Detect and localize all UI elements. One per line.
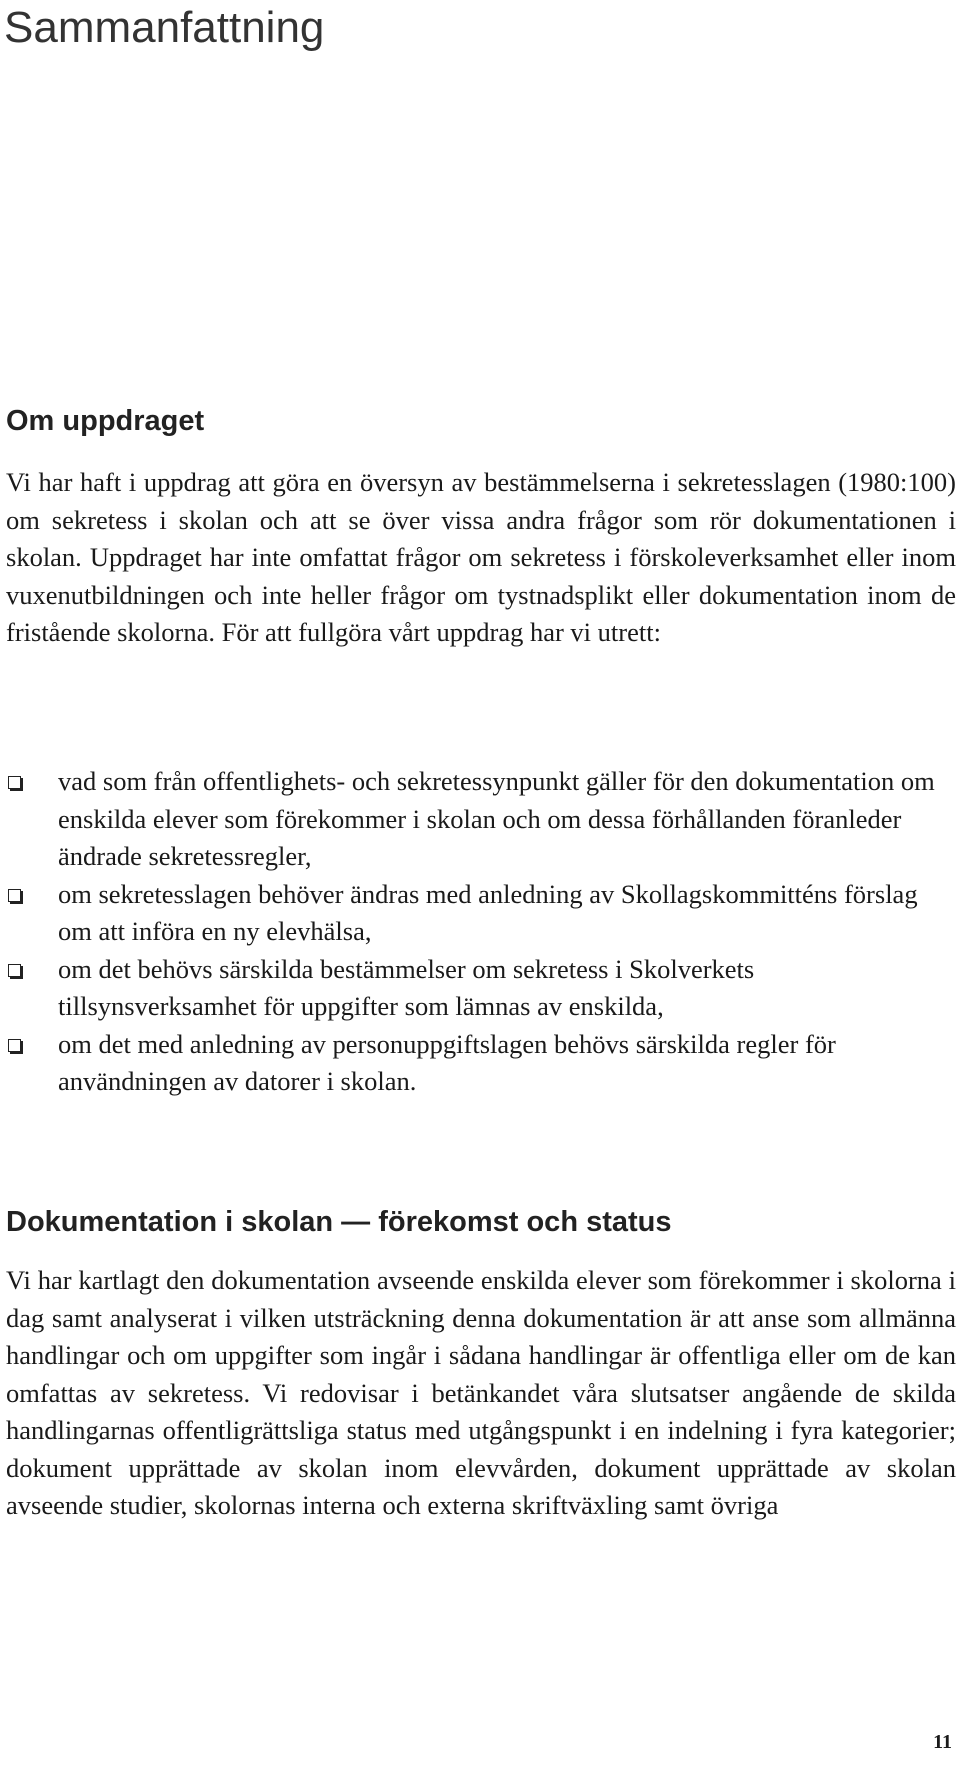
checkbox-square-icon [8,964,21,977]
page-number: 11 [933,1731,952,1753]
list-item [6,876,956,951]
list-item-text: om sekretesslagen behöver ändras med anledning av Skollagskommitténs förslag om att införa en ny elevhälsa, [58,878,918,946]
list-item [6,951,956,1026]
checkbox-square-icon [8,1039,21,1052]
list-item [6,763,956,876]
list-item-text: om det behövs särskilda bestämmelser om sekretess i Skolverkets tillsynsverksamhet för uppgifter som lämnas av enskilda, [58,953,755,1021]
checkbox-square-icon [8,889,21,902]
paragraph-om-uppdraget: Vi har haft i uppdrag att göra en översyn av bestämmelserna i sekretesslagen (1980:100) om sekretess i skolan och att se över vissa andra frågor som rör dokumentationen i skolan. Uppdraget har inte omfattat frågor om sekretess i förskoleverksamhet eller inom vuxenutbildningen och inte heller frågor om tystnadsplikt eller dokumentation inom de fristående skolorna. För att fullgöra vårt uppdrag har vi utrett: [6,467,956,647]
checkbox-square-icon [8,776,21,789]
list-item-text: om det med anledning av personuppgiftslagen behövs särskilda regler för användningen av datorer i skolan. [58,1028,836,1096]
paragraph-dokumentation: Vi har kartlagt den dokumentation avseende enskilda elever som förekommer i skolorna i dag samt analyserat i vilken utsträckning denna dokumentation är att anse som allmänna handlingar och om uppgifter som ingår i sådana handlingar är offentliga eller om de kan omfattas av sekretess. Vi redovisar i betänkandet våra slutsatser angående de skilda handlingarnas offentligrättsliga status med utgångspunkt i en indelning i fyra kategorier; dokument upprättade av skolan inom elevvården, dokument upprättade av skolan avseende studier, skolornas interna och externa skriftväxling samt övriga [6,1265,956,1520]
list-item-text: vad som från offentlighets- och sekretessynpunkt gäller för den dokumentation om enskilda elever som förekommer i skolan och om dessa förhållanden föranleder ändrade sekretessregler, [58,766,935,871]
section-heading-dokumentation: Dokumentation i skolan — förekomst och status [6,1206,672,1238]
list-item [6,1026,956,1101]
page-title: Sammanfattning [4,3,325,52]
section-heading-om-uppdraget: Om uppdraget [6,405,205,437]
bullet-list-utredningsfragor [6,763,956,1101]
